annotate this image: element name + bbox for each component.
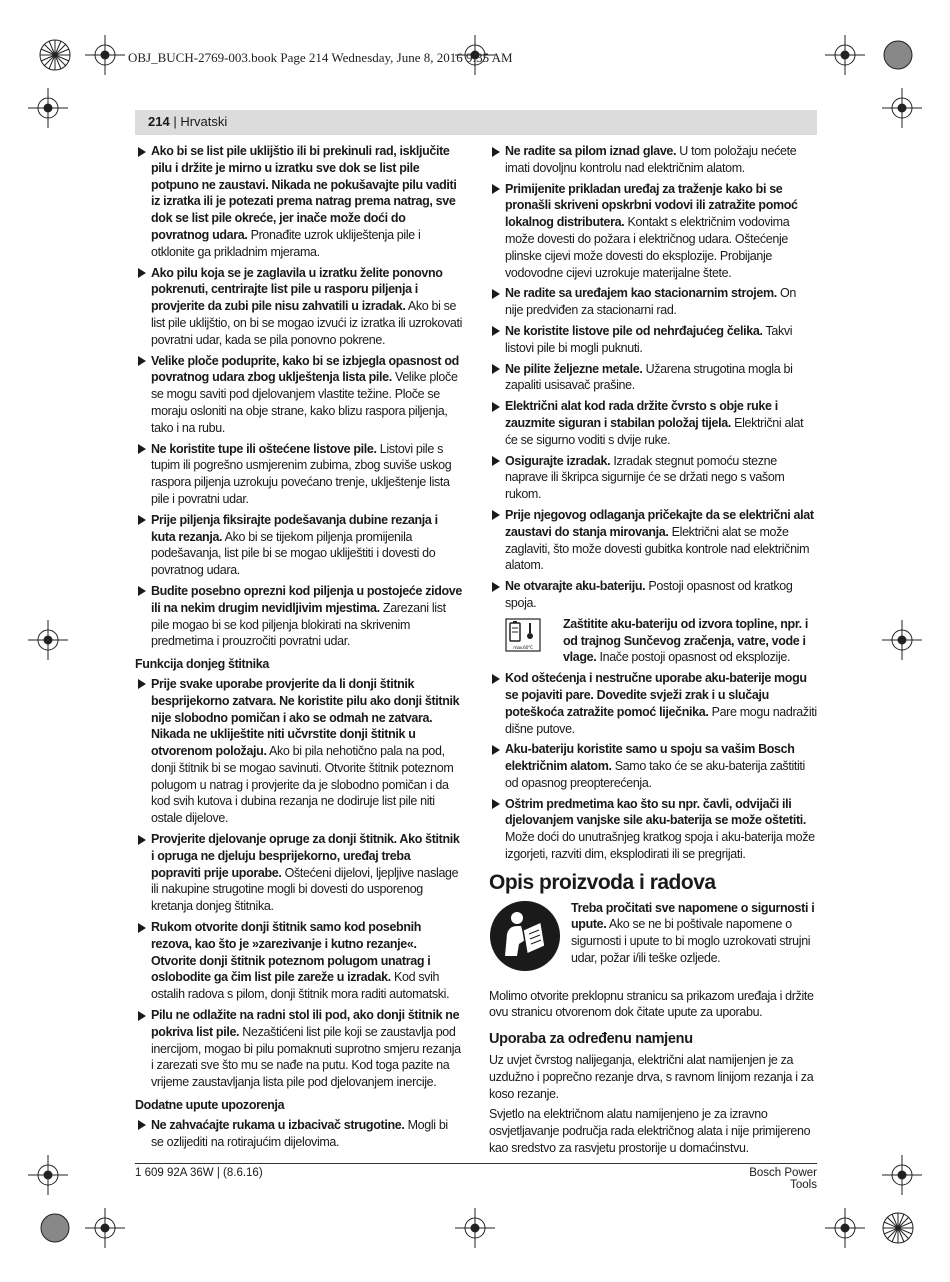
list-item: Ako bi se list pile uklijštio ili bi prekinuli rad, isključite pilu i držite je mirno u izratku sve dok se list pile potpuno ne zaustavi. Nikada ne pokušavajte pilu vaditi iz izratka ili je potezati prema natrag prema natrag, sve dok se list pile okreće, jer inače može doći do povratnog udara. Pronađite uzrok ukliještenja pile i otklonite ga prikladnim mjerama. (135, 143, 463, 261)
footer-doc-id: 1 609 92A 36W | (8.6.16) (135, 1167, 263, 1179)
list-item: Osigurajte izradak. Izradak stegnut pomoću stezne naprave ili škripca sigurnije će se držati nego s vašom rukom. (489, 453, 817, 503)
list-item: Ako pilu koja se je zaglavila u izratku želite ponovno pokrenuti, centrirajte list pile u rasporu piljenja i provjerite da zubi pile nisu zahvatili u izradak. Ako bi se list pile uklijštio, on bi se mogao izvući iz izratka ili uzrokovati povratni udar, kada se pila ponovno pokrene. (135, 265, 463, 349)
header-language: Hrvatski (180, 114, 228, 129)
list-item: Ne koristite tupe ili oštećene listove pile. Listovi pile s tupim ili pogrešno usmjerenim zubima, zbog suviše uskog raspora piljenja uzrokuju povećano trenje, uklještenje lista pile i povratni udar. (135, 441, 463, 508)
list-item: Rukom otvorite donji štitnik samo kod posebnih rezova, kao što je »zarezivanje i kutno rezanje«. Otvorite donji štitnik poteznom polugom unatrag i oslobodite ga čim list pile zareže u izradak. Kod svih ostalih radova s pilom, donji štitnik mora raditi automatski. (135, 919, 463, 1003)
page-header (148, 114, 227, 129)
left-column (135, 143, 463, 1154)
list-item: Budite posebno oprezni kod piljenja u postojeće zidove ili na nekim drugim nevidljivim mjestima. Zarezani list pile mogao bi se kod piljenja blokirati na skrivenim predmetima i prouzročiti povratni udar. (135, 583, 463, 650)
list-item: Velike ploče poduprite, kako bi se izbjegla opasnost od povratnog udara zbog uklještenja lista pile. Velike ploče se mogu saviti pod djelovanjem vlastite težine. Ploče se moraju osloniti na obje strane, kako blizu raspora piljenja, tako i na rubu. (135, 353, 463, 437)
subsection-title: Uporaba za određenu namjenu (489, 1031, 693, 1048)
list-item: Oštrim predmetima kao što su npr. čavli, odvijači ili djelovanjem vanjske sile aku-baterija se može oštetiti. Može doći do unutrašnjeg kratkog spoja i aku-baterija može izgorjeti, razviti dim, eksplodirati ili se pregrijati. (489, 796, 817, 863)
header-separator: | (169, 114, 181, 129)
list-item: Primijenite prikladan uređaj za traženje kako bi se pronašli skriveni opskrbni vodovi ili zatražite pomoć lokalnog distributera. Kontakt s električnim vodovima može dovesti do požara i električnog udara. Oštećenje plinske cijevi može dovesti do eksplozije. Probijanje vodovodne cijevi uzrokuje materijalne štete. (489, 181, 817, 282)
svg-text:max.60°C: max.60°C (513, 645, 533, 651)
footer-brand: Bosch Power Tools (749, 1167, 817, 1191)
list-item: Ne radite sa pilom iznad glave. U tom položaju nećete imati dovoljnu kontrolu nad električnim alatom. (489, 143, 817, 177)
right-column (489, 143, 817, 1161)
paragraph: Uz uvjet čvrstog nalijeganja, električni alat namijenjen je za uzdužno i poprečno rezanje drva, s ravnom linijom rezanja i za koso rezanje. (489, 1053, 814, 1101)
list-item: Kod oštećenja i nestručne uporabe aku-baterije mogu se pojaviti pare. Dovedite svježi zrak i u slučaju poteškoća zatražite pomoć liječnika. Pare mogu nadražiti dišne putove. (489, 670, 817, 737)
read-manual-icon (489, 900, 561, 972)
list-item: Aku-bateriju koristite samo u spoju sa vašim Bosch električnim alatom. Samo tako će se aku-baterija zaštititi od opasnog preopterećenja. (489, 741, 817, 791)
list-item: Ne koristite listove pile od nehrđajućeg čelika. Takvi listovi pile bi mogli puknuti. (489, 323, 817, 357)
read-manual-notice: Treba pročitati sve napomene o sigurnosti i upute. Ako se ne bi poštivale napomene o sigurnosti i upute to bi moglo uzrokovati strujni udar, požar i/ili teške ozljede. (489, 900, 817, 974)
file-header: OBJ_BUCH-2769-003.book Page 214 Wednesday, June 8, 2016 9:35 AM (128, 50, 513, 65)
list-item: Pilu ne odlažite na radni stol ili pod, ako donji štitnik ne pokriva list pile. Nezaštićeni list pile koji se zaustavlja pod inercijom, mogao bi pilu pomaknuti suprotno smjeru rezanja i zarezati sve što mu se nađe na putu. Kod toga pazite na vrijeme zaustavljanja lista pile pod djelovanjem inercije. (135, 1007, 463, 1091)
list-item: Provjerite djelovanje opruge za donji štitnik. Ako štitnik i opruga ne djeluju besprijekorno, uređaj treba popraviti prije uporabe. Oštećeni dijelovi, ljepljive naslage ili nakupine strugotine mogli bi dovesti do usporenog kretanja donjeg štitnika. (135, 831, 463, 915)
paragraph: Svjetlo na električnom alatu namijenjeno je za izravno osvjetljavanje područja rada električnog alata i nije primijereno kao sredstvo za rasvjetu prostorije u domaćinstvu. (489, 1107, 811, 1156)
list-item: Prije svake uporabe provjerite da li donji štitnik besprijekorno zatvara. Ne koristite pilu ako donji štitnik nije slobodno pomičan i ako se odmah ne zatvara. Nikada ne ukliještite niti učvrstite donji štitnik u otvorenom položaju. Ako bi pila nehotično pala na pod, donji štitnik bi se mogao savinuti. Otvorite štitnik poteznom polugom u natrag i provjerite da je slobodno pomičan i da kod svih kutova i dubina rezanja ne dodiruje list pile niti ostale dijelove. (135, 676, 463, 827)
footer-divider (135, 1163, 817, 1164)
list-item: Ne radite sa uređajem kao stacionarnim strojem. On nije predviđen za stacionarni rad. (489, 285, 817, 319)
list-item: Prije piljenja fiksirajte podešavanja dubine rezanja i kuta rezanja. Ako bi se tijekom piljenja promijenila podešavanja, list pile bi se mogao ukliještiti i dovesti do povratnog udara. (135, 512, 463, 579)
list-item: Električni alat kod rada držite čvrsto s obje ruke i zauzmite siguran i stabilan položaj tijela. Električni alat će se sigurno voditi s dvije ruke. (489, 398, 817, 448)
list-item: Prije njegovog odlaganja pričekajte da se električni alat zaustavi do stanja mirovanja. Električni alat se može zaglaviti, što može dovesti gubitka kontrole nad električnim alatom. (489, 507, 817, 574)
battery-heat-warning: max.60°C Zaštitite aku-bateriju od izvora topline, npr. i od trajnog Sunčevog zračenja, vatre, vode i vlage. Inače postoji opasnost od eksplozije. (505, 616, 817, 666)
header-bar (135, 110, 817, 135)
section-title: Opis proizvoda i radova (489, 870, 716, 894)
page-number: 214 (148, 114, 170, 129)
section-heading: Dodatne upute upozorenja (135, 1098, 285, 1113)
section-heading: Funkcija donjeg štitnika (135, 657, 269, 672)
battery-heat-icon (505, 618, 541, 652)
list-item: Ne otvarajte aku-bateriju. Postoji opasnost od kratkog spoja. (489, 578, 817, 612)
paragraph: Molimo otvorite preklopnu stranicu sa prikazom uređaja i držite ovu stranicu otvorenom dok čitate upute za uporabu. (489, 988, 814, 1020)
list-item: Ne pilite željezne metale. Užarena strugotina mogla bi zapaliti usisavač prašine. (489, 361, 817, 395)
list-item: Ne zahvaćajte rukama u izbacivač strugotine. Mogli bi se ozlijediti na rotirajućim dijelovima. (135, 1117, 463, 1151)
